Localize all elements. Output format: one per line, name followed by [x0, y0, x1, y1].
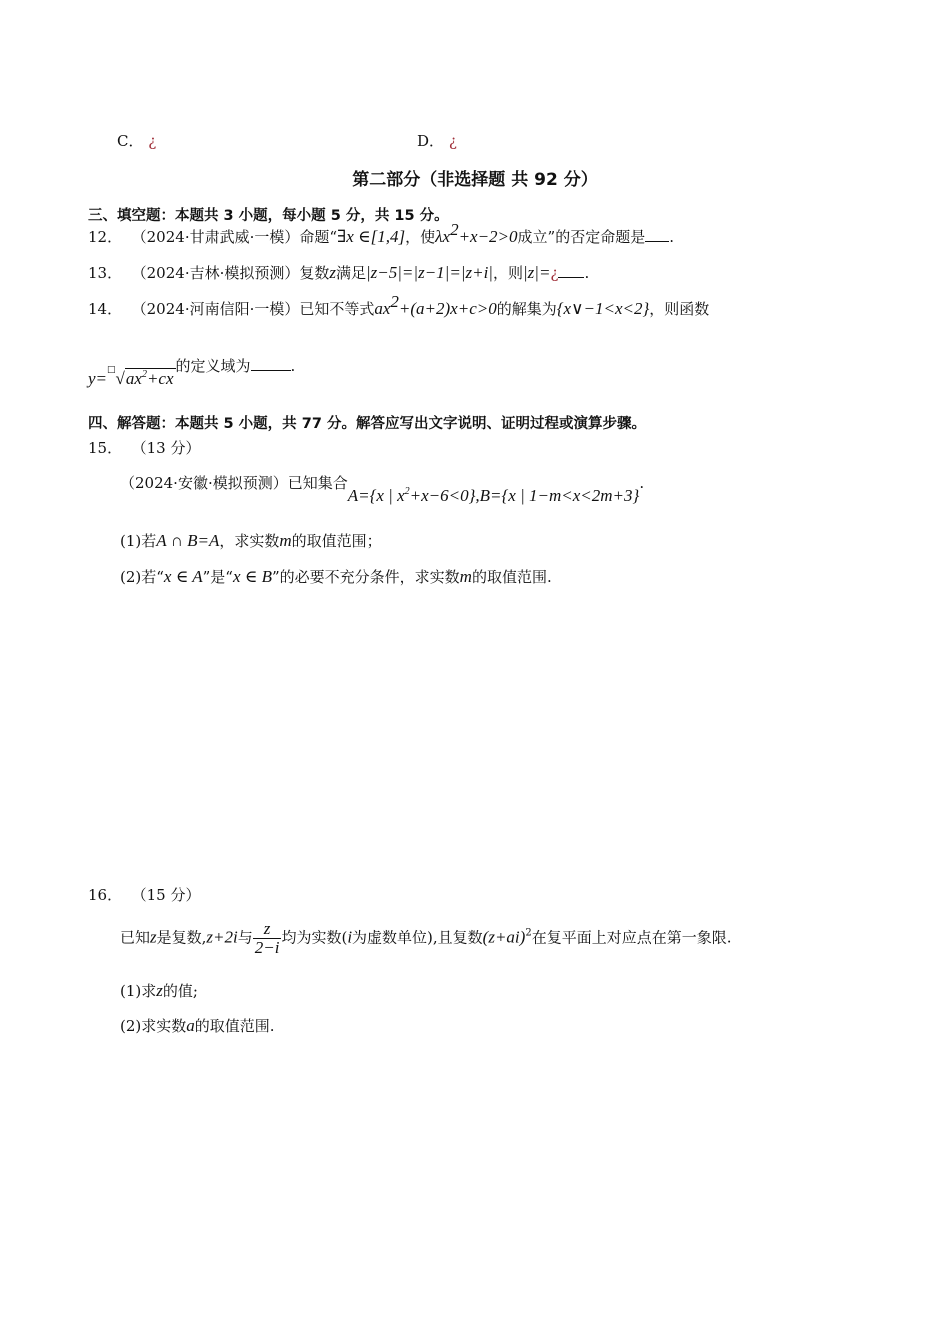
q13-math-condition: |z−5|=|z−1|=|z+i|: [366, 263, 493, 282]
q14-answer-blank: [251, 356, 291, 371]
q16-i: i: [347, 927, 353, 947]
q14-line2-text: 的定义域为: [175, 357, 251, 375]
q16-p2-tail: 的取值范围.: [194, 1017, 275, 1035]
q15-p2-mid2: ”的必要不充分条件，求实数: [272, 568, 460, 586]
section4-heading: 四、解答题：本题共 5 小题，共 77 分。解答应写出文字说明、证明过程或演算步骤。: [88, 416, 646, 432]
q15-set-a: A={x | x: [347, 486, 405, 505]
q16-square: 2: [525, 927, 532, 939]
q16-t5: 为虚数单位),且复数: [352, 928, 483, 947]
q15-score: （13 分）: [131, 439, 201, 457]
q13-number: 13．: [88, 264, 123, 282]
q15-sets: A={x | $x^2+x-6<0\},B=\{x$ | 1−m<x<2m+3}: [347, 486, 640, 505]
q14-math-ineq-a: ax: [374, 299, 391, 318]
q15-p2-math-b: x ∈ B: [232, 567, 272, 586]
option-d-label: D．: [417, 132, 445, 150]
q14-radicand-b: +cx: [146, 369, 174, 388]
q15-part2: [120, 566, 552, 587]
q16-p1-prefix: (1)求: [120, 982, 157, 1000]
q15-number: 15．: [88, 439, 123, 457]
q16-part1: [120, 980, 198, 1001]
q15-source: （2024·安徽·模拟预测）已知集合: [120, 474, 348, 492]
q14-math-ineq-b: +(a+2)x+c>0: [398, 299, 497, 318]
q14-end: .: [290, 357, 296, 375]
q12-end: .: [669, 228, 674, 246]
q14-radicand: $ax^2+cx$: [125, 369, 174, 388]
q14-radical: [107, 365, 175, 389]
q13-glyph: ¿: [550, 264, 559, 282]
q16-stem: [120, 920, 731, 957]
option-c-value: ¿: [148, 132, 157, 150]
q15-p1-m: m: [279, 531, 292, 550]
section3-heading: 三、填空题：本题共 3 小题，每小题 5 分，共 15 分。: [88, 208, 449, 224]
option-d: [417, 130, 457, 151]
q13-mid: 满足: [335, 264, 366, 282]
q15-part1: [120, 530, 382, 551]
q14-y-equals: y=: [88, 369, 108, 388]
q12-source: （2024·甘肃武威·一模）命题“: [131, 228, 338, 246]
q12-math-ineq-a: λx: [435, 227, 451, 246]
option-d-value: ¿: [448, 132, 457, 150]
q16-t1: 已知: [120, 928, 151, 947]
q14-mid: 的解集为: [496, 300, 557, 318]
q15-p2-prefix: (2)若“: [120, 568, 164, 586]
q14-line2: [88, 352, 296, 388]
q15-p2-mid1: ”是“: [202, 568, 233, 586]
option-c-label: C．: [117, 132, 144, 150]
q12-math-exists: ∃x ∈[1,4]: [337, 227, 406, 246]
q15-p1-mid: ，求实数: [219, 532, 280, 550]
question-16-header: [88, 884, 201, 905]
q15-p2-m: m: [459, 567, 472, 586]
q16-number: 16．: [88, 886, 123, 904]
q15-set-b: +x−6<0},B={x | 1−m<x<2m+3}: [409, 486, 640, 505]
q16-math-z-plus-ai: (z+ai): [482, 927, 526, 947]
q15-p1-tail: 的取值范围；: [291, 532, 382, 550]
q16-score: （15 分）: [131, 886, 201, 904]
q16-p1-tail: 的值;: [162, 982, 198, 1000]
q14-source: （2024·河南信阳·一模）已知不等式: [131, 300, 375, 318]
radical-sign-icon: √: [115, 369, 125, 388]
q13-source: （2024·吉林·模拟预测）复数: [131, 264, 330, 282]
q15-end: .: [639, 474, 645, 492]
q15-p1-prefix: (1)若: [120, 532, 157, 550]
q15-stem: [120, 472, 645, 505]
q14-radicand-a: ax: [125, 369, 142, 388]
q16-fraction-denominator: 2−i: [254, 937, 280, 957]
q16-t6: 在复平面上对应点在第一象限.: [531, 928, 732, 947]
q14-number: 14．: [88, 300, 123, 318]
q16-part2: [120, 1015, 275, 1036]
q14-tail: ，则函数: [649, 300, 710, 318]
q12-answer-blank: [645, 227, 669, 242]
q13-end: .: [584, 264, 590, 282]
part2-heading: 第二部分（非选择题 共 92 分）: [352, 170, 598, 190]
option-c: [117, 130, 156, 151]
q16-math-z-plus-2i: z+2i: [206, 927, 238, 947]
q16-z: z: [150, 927, 157, 947]
q13-math-modulus: |z|=: [522, 263, 551, 282]
q16-p2-a: a: [186, 1016, 195, 1035]
q16-fraction: [253, 920, 282, 957]
q12-math-ineq-b: +x−2>0: [458, 227, 518, 246]
question-14: 14． （2024·河南信阳·一模）已知不等式$ax^2+(a+2)x+c>0$的解集为{x∨−1<x<2}，则函数: [88, 292, 710, 318]
q12-number: 12．: [88, 228, 123, 246]
q13-tail: ，则: [492, 264, 523, 282]
q16-fraction-numerator: z: [263, 919, 271, 938]
question-13: [88, 262, 589, 283]
q15-p2-tail: 的取值范围.: [471, 568, 552, 586]
question-12: 12． （2024·甘肃武威·一模）命题“∃x ∈[1,4]，使$\lambda x^2+x-2>0$成立”的否定命题是 .: [88, 220, 674, 246]
q13-z: z: [329, 263, 336, 282]
q13-answer-blank: [558, 263, 584, 278]
q15-p2-math-a: x ∈ A: [163, 567, 203, 586]
q12-mid: ，使: [405, 228, 436, 246]
q16-t3: 与: [237, 928, 253, 947]
q16-t4: 均为实数(: [281, 928, 348, 947]
q14-radical-index: □: [107, 365, 116, 375]
q14-math-solution-set: {x∨−1<x<2}: [556, 299, 650, 318]
q16-t2: 是复数,: [156, 928, 207, 947]
question-15-header: [88, 437, 201, 458]
q16-p2-prefix: (2)求实数: [120, 1017, 187, 1035]
q16-p1-z: z: [156, 981, 163, 1000]
q12-tail: 成立”的否定命题是: [517, 228, 646, 246]
q15-p1-math: A ∩ B=A: [156, 531, 220, 550]
